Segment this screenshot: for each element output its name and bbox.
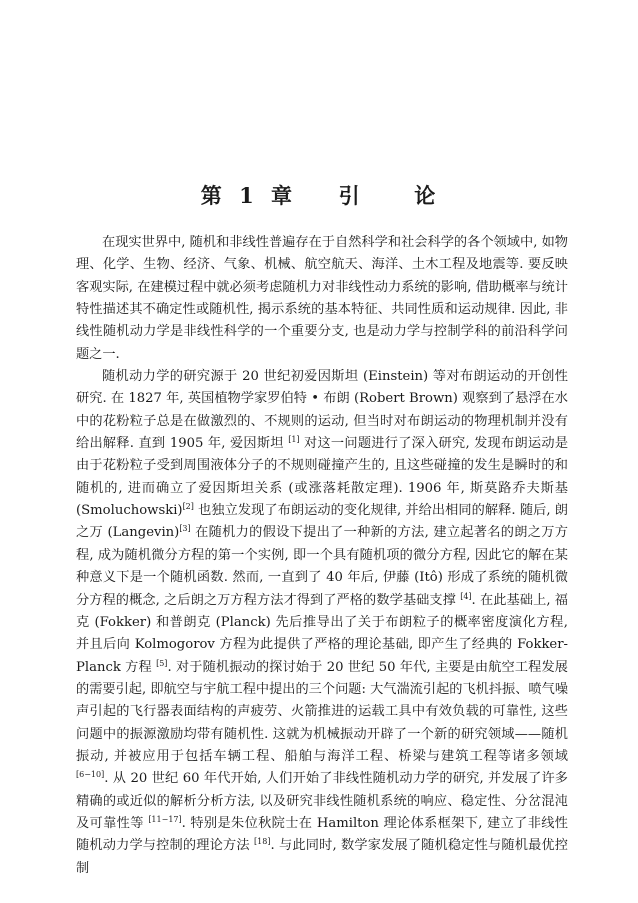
citation-superscript: [18] xyxy=(254,837,271,847)
chapter-title xyxy=(0,180,638,210)
chapter-label-prefix: 第 xyxy=(200,183,224,208)
citation-superscript: [6−10] xyxy=(76,770,105,780)
chapter-title-char-1: 引 xyxy=(338,183,362,208)
paragraph-text: 在随机力的假设下提出了一种新的方法, 建立起著名的朗之万方程, 成为随机微分方程的第一个实例, 即一个具有随机项的微分方程, 因此它的解在某种意义下是一个随机函数. 然而, 一直到了 40 年后, 伊藤 (Itô) 形成了系统的随机微分方程的概念, 之后朗之万方程方法才得到了严格的数学基础支撑 xyxy=(76,525,568,608)
citation-superscript: [5] xyxy=(156,658,168,668)
chapter-number: 1 xyxy=(239,183,256,208)
paragraph xyxy=(76,232,568,366)
paragraph xyxy=(76,366,568,880)
paragraph-text: . 对于随机振动的探讨始于 20 世纪 50 年代, 主要是由航空工程发展的需要引起, 即航空与宇航工程中提出的三个问题: 大气湍流引起的飞机抖振、喷气噪声引起的飞行器表面结构的声疲劳、火箭推进的运载工具中有效负载的可靠性, 这些问题中的振源激励均带有随机性. 这就为机械振动开辟了一个新的研究领域——随机振动, 并被应用于包括车辆工程、船舶与海洋工程、桥梁与建筑工程等诸多领域 xyxy=(76,659,568,764)
body-text xyxy=(76,232,568,880)
citation-superscript: [1] xyxy=(288,435,300,445)
citation-superscript: [11−17] xyxy=(148,814,182,824)
chapter-title-char-2: 论 xyxy=(414,183,438,208)
paragraph-text: 随机动力学的研究源于 20 世纪初爱因斯坦 (Einstein) 等对布朗运动的开创性研究. 在 1827 年, 英国植物学家罗伯特 • 布朗 (Robert Brown) 观察到了悬浮在水中的花粉粒子总是在做激烈的、不规则的运动, 但当时对布朗运动的物理机制并没有给出解释. 直到 1905 年, 爱因斯坦 xyxy=(76,369,568,452)
paragraph-text: . 与此同时, 数学家发展了随机稳定性与随机最优控制 xyxy=(76,838,568,876)
paragraph-text: 对这一问题进行了深入研究, 发现布朗运动是由于花粉粒子受到周围液体分子的不规则碰撞产生的, 且这些碰撞的发生是瞬时的和随机的, 进而确立了爱因斯坦关系 (或涨落耗散定理). 1906 年, 斯莫路乔夫斯基 (Smoluchowski) xyxy=(76,436,569,519)
paragraph-text: . 在此基础上, 福克 (Fokker) 和普朗克 (Planck) 先后推导出了关于布朗粒子的概率密度演化方程, 并且后向 Kolmogorov 方程为此提供了严格的理论基础, 即产生了经典的 Fokker-Planck 方程 xyxy=(76,592,568,675)
paragraph-text: 在现实世界中, 随机和非线性普遍存在于自然科学和社会科学的各个领域中, 如物理、化学、生物、经济、气象、机械、航空航天、海洋、土木工程及地震等. 要反映客观实际, 在建模过程中就必须考虑随机力对非线性动力系统的影响, 借助概率与统计特性描述其不确定性或随机性, 揭示系统的基本特征、共同性质和运动规律. 因此, 非线性随机动力学是非线性科学的一个重要分支, 也是动力学与控制学科的前沿科学问题之一. xyxy=(76,235,568,362)
paragraph-text: . 特别是朱位秋院士在 Hamilton 理论体系框架下, 建立了非线性随机动力学与控制的理论方法 xyxy=(76,815,568,854)
citation-superscript: [2] xyxy=(182,502,194,512)
citation-superscript: [3] xyxy=(179,524,191,534)
citation-superscript: [4] xyxy=(460,591,472,601)
chapter-label-suffix: 章 xyxy=(271,183,294,208)
paragraph-text: 也独立发现了布朗运动的变化规律, 并给出相同的解释. 随后, 朗之万 (Langevin) xyxy=(76,503,568,541)
paragraph-text: . 从 20 世纪 60 年代开始, 人们开始了非线性随机动力学的研究, 并发展了许多精确的或近似的解析分析方法, 以及研究非线性随机系统的响应、稳定性、分岔混沌及可靠性等 xyxy=(76,771,568,831)
